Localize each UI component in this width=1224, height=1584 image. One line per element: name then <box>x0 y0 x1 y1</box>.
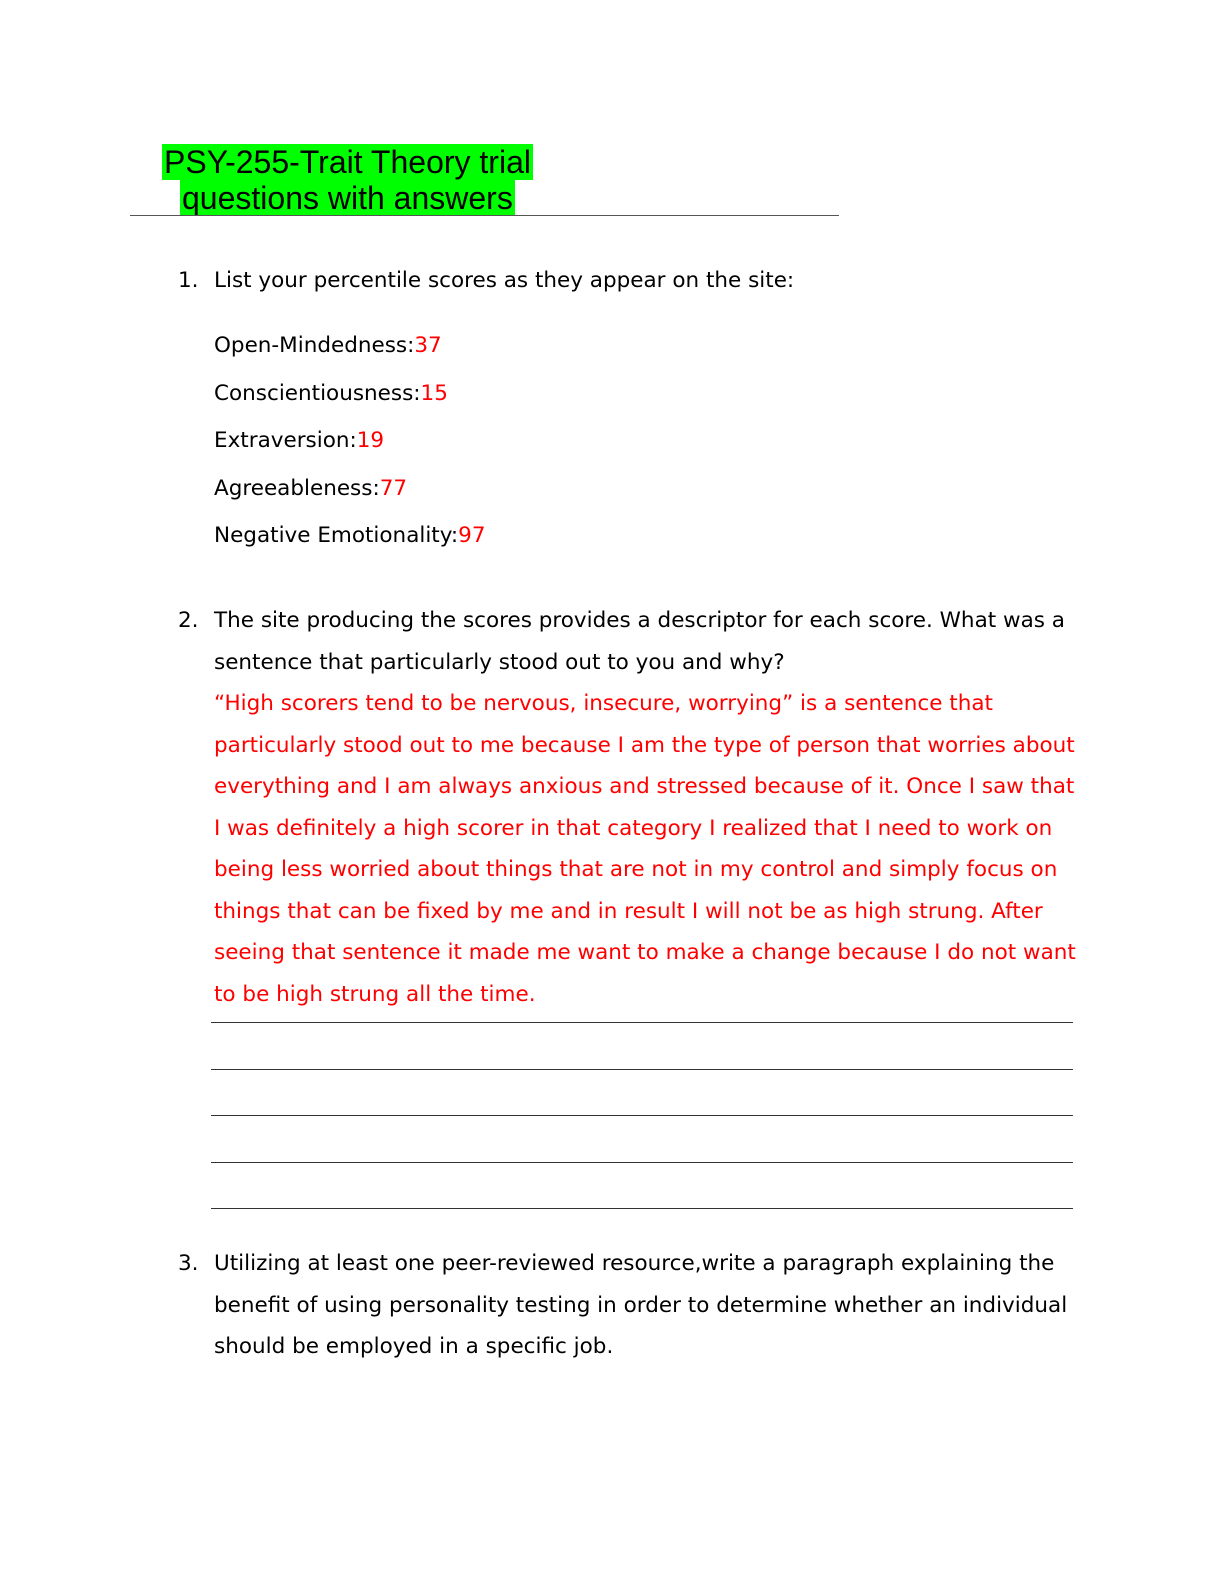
answer-blank-line <box>211 1069 1073 1070</box>
answer-blank-line <box>211 1208 1073 1209</box>
score-item <box>214 322 486 370</box>
score-item <box>214 465 486 513</box>
score-label: Extraversion: <box>214 428 357 453</box>
score-label: Open-Mindedness: <box>214 333 415 358</box>
document-title <box>162 144 533 216</box>
score-label: Negative Emotionality: <box>214 523 459 548</box>
title-line-2: questions with answers <box>182 180 513 216</box>
answer-blank-line <box>211 1115 1073 1116</box>
title-underline <box>130 215 839 216</box>
score-item <box>214 417 486 465</box>
question-1 <box>178 260 1078 302</box>
score-value: 97 <box>458 523 486 548</box>
score-value: 77 <box>379 475 408 501</box>
question-2 <box>178 600 1078 1015</box>
answer-text: “High scorers tend to be nervous, insecure, worrying” is a sentence that particularly stood out to me because I am the type of person that worries about everything and I am always anxious and stressed because of it. Once I saw that I was definitely a high scorer in that category I realized that I need to work on being less worried about things that are not in my control and simply focus on things that can be fixed by me and in result I will not be as high strung. After seeing that sentence it made me want to make a change because I do not want to be high strung all the time. <box>214 691 1076 1007</box>
question-text: List your percentile scores as they appear on the site: <box>214 268 795 293</box>
question-text: Utilizing at least one peer-reviewed resource,write a paragraph explaining the benefit of using personality testing in order to determine whether an individual should be employed in a specific job. <box>214 1251 1068 1359</box>
score-label: Conscientiousness: <box>214 380 421 406</box>
score-label: Agreeableness: <box>214 475 380 501</box>
title-line-1: PSY-255-Trait Theory trial <box>164 144 531 180</box>
score-list <box>214 322 486 560</box>
score-item <box>214 512 486 560</box>
question-3 <box>178 1243 1078 1368</box>
question-number: 2. <box>178 608 199 633</box>
score-value: 37 <box>414 333 442 358</box>
score-item <box>214 370 486 418</box>
question-number: 3. <box>178 1251 199 1276</box>
score-value: 19 <box>356 428 385 453</box>
answer-blank-line <box>211 1022 1073 1023</box>
question-text: The site producing the scores provides a descriptor for each score. What was a sentence that particularly stood out to you and why? <box>214 608 1065 675</box>
question-number: 1. <box>178 268 199 293</box>
score-value: 15 <box>420 380 448 406</box>
answer-blank-line <box>211 1162 1073 1163</box>
